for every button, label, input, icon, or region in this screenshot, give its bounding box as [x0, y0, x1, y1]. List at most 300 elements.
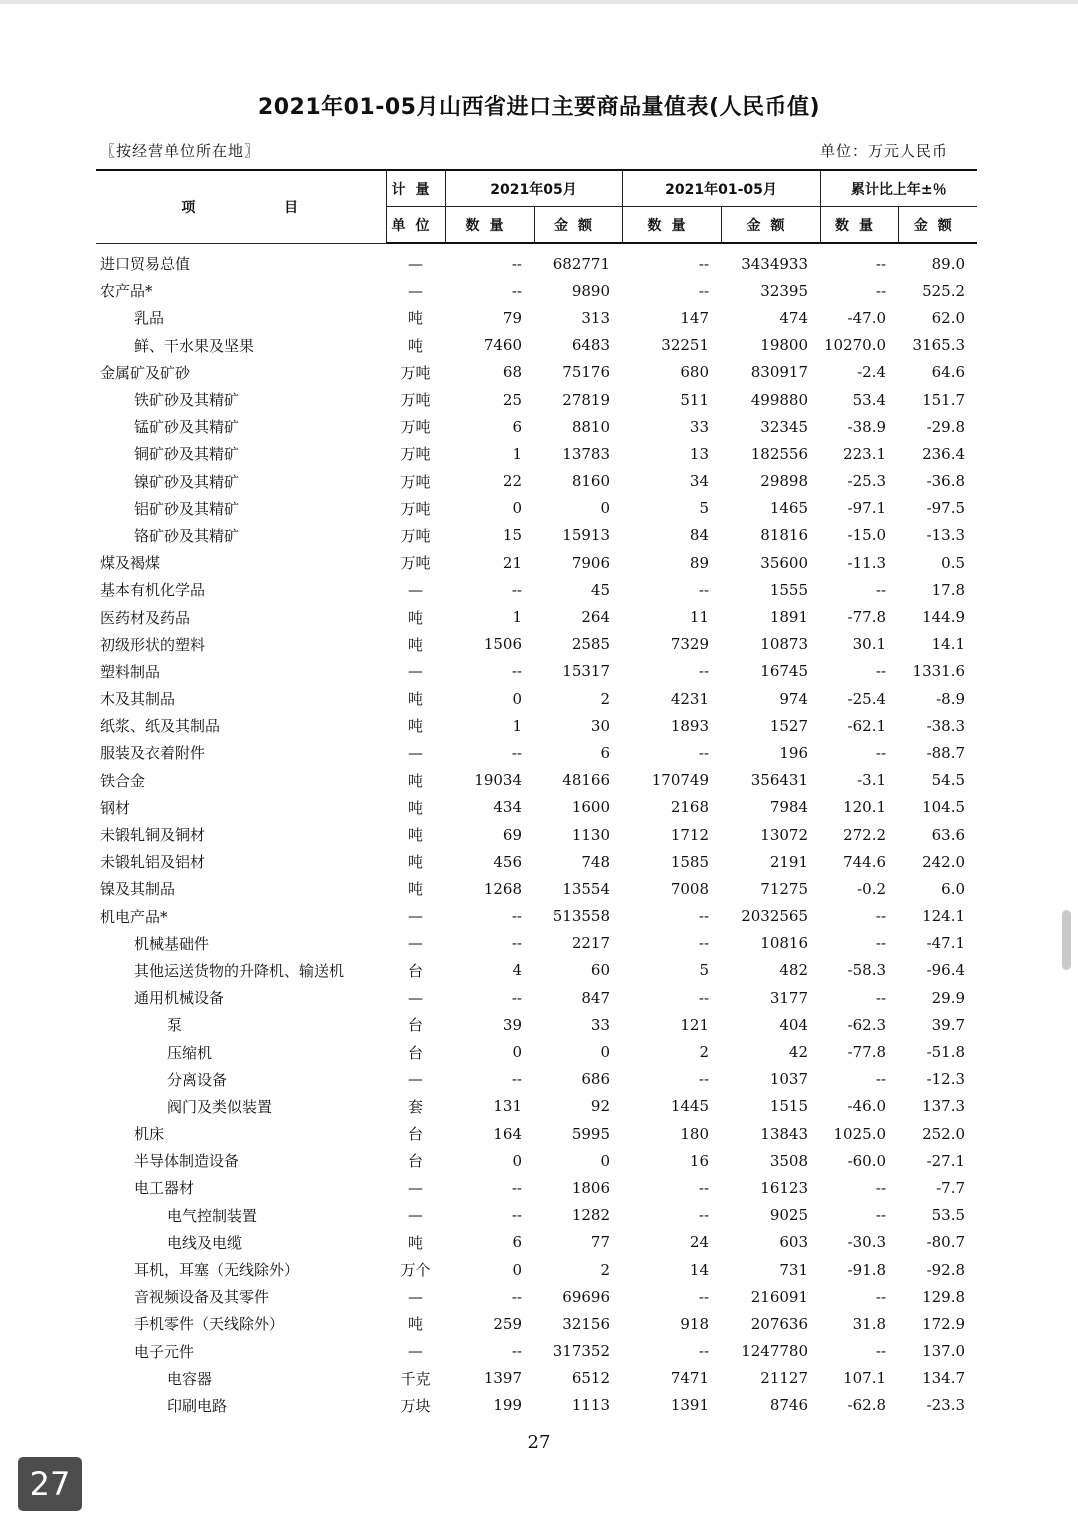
header-qty-cumulative: 数量 [622, 207, 721, 244]
value-cell-q1: 456 [493, 852, 522, 871]
unit-cell: — [408, 1070, 423, 1089]
unit-cell: 吨 [407, 608, 423, 627]
unit-cell: — [408, 1178, 423, 1197]
scrollbar-thumb[interactable] [1062, 910, 1071, 970]
value-cell-a3: 54.5 [931, 771, 966, 790]
item-name: 进口贸易总值 [100, 254, 191, 273]
item-name: 鲜、干水果及坚果 [134, 336, 255, 355]
value-cell-a1: 8810 [571, 417, 611, 436]
value-cell-a2: 2032565 [741, 907, 809, 926]
value-cell-a2: 3508 [769, 1151, 809, 1170]
value-cell-a1: 69696 [562, 1287, 611, 1306]
value-cell-q3: 272.2 [843, 825, 887, 844]
value-cell-a1: 2 [600, 1260, 611, 1279]
value-cell-a3: 129.8 [922, 1287, 966, 1306]
item-name: 金属矿及矿砂 [100, 363, 191, 382]
unit-cell: 套 [407, 1097, 423, 1116]
value-cell-a2: 21127 [760, 1369, 809, 1388]
value-cell-q1: 1 [512, 608, 522, 627]
item-name: 塑料制品 [100, 662, 161, 681]
value-cell-a1: 1600 [571, 798, 611, 817]
unit-cell: — [408, 1287, 423, 1306]
value-cell-a3: 525.2 [922, 281, 966, 300]
table-row [96, 821, 977, 848]
value-cell-q3: -0.2 [857, 879, 887, 898]
value-cell-a2: 1465 [769, 499, 809, 518]
unit-cell: 万块 [400, 1396, 431, 1415]
table-row [96, 848, 977, 875]
value-cell-a1: 60 [590, 961, 611, 980]
item-name: 铜矿砂及其精矿 [134, 445, 240, 464]
value-cell-q3: -77.8 [847, 608, 887, 627]
value-cell-a3: 124.1 [922, 907, 966, 926]
value-cell-a2: 32345 [760, 417, 809, 436]
item-name: 电子元件 [134, 1342, 195, 1361]
value-cell-a3: -92.8 [926, 1260, 966, 1279]
table-row [96, 1174, 977, 1201]
value-cell-q3: -- [875, 1287, 887, 1306]
item-name: 锰矿砂及其精矿 [134, 418, 240, 437]
value-cell-q2: -- [698, 1070, 710, 1089]
unit-cell: 万吨 [400, 391, 431, 410]
item-name: 乳品 [134, 309, 165, 328]
item-name: 耳机，耳塞（无线除外） [134, 1261, 300, 1280]
value-cell-q2: 918 [680, 1314, 710, 1333]
table-row [96, 359, 977, 386]
unit-cell: 吨 [407, 635, 423, 654]
value-cell-a2: 42 [788, 1043, 809, 1062]
value-cell-a3: 64.6 [931, 363, 966, 382]
value-cell-a1: 6483 [571, 336, 611, 355]
header-qty-yoy: 数量 [820, 207, 898, 244]
unit-cell: 吨 [407, 336, 423, 355]
value-cell-q1: 1 [512, 716, 522, 735]
value-cell-q1: -- [511, 1342, 522, 1361]
value-cell-a3: -12.3 [926, 1070, 966, 1089]
value-cell-a1: 748 [581, 852, 611, 871]
page-indicator-badge: 27 [18, 1457, 82, 1511]
value-cell-a3: -88.7 [926, 743, 966, 762]
value-cell-q3: -- [875, 1070, 887, 1089]
value-cell-q2: -- [698, 1206, 710, 1225]
header-amt-month: 金额 [534, 207, 622, 244]
value-cell-q2: -- [698, 254, 710, 273]
header-period-month: 2021年05月 [445, 170, 622, 207]
value-cell-a1: 15317 [562, 662, 611, 681]
item-name: 服装及衣着附件 [100, 744, 206, 763]
unit-cell: — [408, 988, 423, 1007]
value-cell-q1: 69 [502, 825, 522, 844]
value-cell-a1: 5995 [571, 1124, 611, 1143]
value-cell-a3: 242.0 [922, 852, 966, 871]
value-cell-a1: 847 [581, 988, 611, 1007]
item-name: 农产品* [100, 282, 153, 301]
value-cell-a2: 482 [779, 961, 809, 980]
table-row [96, 1011, 977, 1038]
value-cell-q3: -- [875, 907, 887, 926]
value-cell-a3: -29.8 [926, 417, 966, 436]
value-cell-a3: 39.7 [931, 1015, 966, 1034]
value-cell-q1: 0 [512, 689, 522, 708]
value-cell-q1: 1268 [483, 879, 522, 898]
unit-cell: 万吨 [400, 363, 431, 382]
value-cell-a3: -13.3 [926, 526, 966, 545]
value-cell-q3: 10270.0 [823, 336, 887, 355]
value-cell-q3: 31.8 [852, 1314, 887, 1333]
value-cell-q3: -2.4 [857, 363, 887, 382]
value-cell-a3: 14.1 [931, 635, 966, 654]
table-row [96, 440, 977, 467]
value-cell-a2: 3434933 [741, 254, 809, 273]
table-row [96, 1338, 977, 1365]
table-row [96, 1256, 977, 1283]
value-cell-q3: 120.1 [843, 798, 887, 817]
value-cell-a2: 13072 [760, 825, 809, 844]
unit-cell: 千克 [400, 1369, 431, 1388]
unit-cell: 台 [407, 961, 423, 980]
unit-cell: 万吨 [400, 418, 431, 437]
value-cell-a3: 3165.3 [912, 336, 966, 355]
value-cell-q2: 2 [699, 1043, 710, 1062]
import-commodities-table [96, 169, 977, 1419]
value-cell-a2: 16123 [760, 1178, 809, 1197]
item-name: 煤及褐煤 [100, 554, 161, 573]
value-cell-a1: 6 [600, 743, 611, 762]
unit-cell: 万吨 [400, 554, 431, 573]
value-cell-q1: 4 [512, 961, 522, 980]
item-name: 铁矿砂及其精矿 [134, 391, 240, 410]
value-cell-q3: -- [875, 1178, 887, 1197]
item-name: 镍矿砂及其精矿 [134, 472, 240, 491]
value-cell-a3: 1331.6 [912, 662, 966, 681]
header-unit-bottom: 单位 [386, 207, 445, 244]
value-cell-q2: 5 [699, 961, 710, 980]
value-cell-a1: 32156 [562, 1314, 611, 1333]
value-cell-q1: -- [511, 580, 522, 599]
item-name: 半导体制造设备 [134, 1152, 240, 1171]
value-cell-q2: 7329 [670, 635, 710, 654]
value-cell-q2: -- [698, 281, 710, 300]
value-cell-q3: -- [875, 934, 887, 953]
value-cell-a2: 474 [779, 308, 809, 327]
unit-cell: 万吨 [400, 499, 431, 518]
value-cell-a2: 499880 [750, 390, 809, 409]
value-cell-q2: -- [698, 662, 710, 681]
value-cell-q1: -- [511, 1206, 522, 1225]
item-name: 木及其制品 [100, 690, 176, 709]
value-cell-q2: 121 [680, 1015, 710, 1034]
item-name: 基本有机化学品 [100, 581, 206, 600]
item-name: 通用机械设备 [134, 989, 225, 1008]
value-cell-q3: -47.0 [847, 308, 887, 327]
page-title: 2021年01-05月山西省进口主要商品量值表(人民币值) [257, 95, 821, 120]
value-cell-a3: -97.5 [926, 499, 966, 518]
value-cell-a1: 75176 [562, 363, 611, 382]
item-name: 其他运送货物的升降机、输送机 [134, 961, 345, 980]
value-cell-q3: -30.3 [847, 1233, 887, 1252]
unit-cell: 吨 [407, 309, 423, 328]
value-cell-a2: 2191 [769, 852, 809, 871]
table-row [96, 549, 977, 576]
table-row [96, 875, 977, 902]
table-row [96, 794, 977, 821]
value-cell-q2: 14 [689, 1260, 710, 1279]
value-cell-q2: 11 [689, 608, 710, 627]
value-cell-q3: -25.3 [847, 472, 887, 491]
value-cell-a1: 1130 [571, 825, 611, 844]
value-cell-a3: 137.0 [922, 1342, 966, 1361]
unit-cell: 吨 [407, 1233, 423, 1252]
table-row [96, 1229, 977, 1256]
value-cell-a2: 29898 [760, 472, 809, 491]
value-cell-q3: -- [875, 1342, 887, 1361]
item-name: 音视频设备及其零件 [134, 1288, 270, 1307]
value-cell-q1: 131 [493, 1097, 522, 1116]
value-cell-q1: 21 [502, 553, 522, 572]
unit-cell: 吨 [407, 798, 423, 817]
item-name: 医药材及药品 [100, 608, 191, 627]
unit-cell: 台 [407, 1043, 423, 1062]
item-name: 初级形状的塑料 [100, 635, 206, 654]
value-cell-q1: 19034 [474, 771, 522, 790]
value-cell-q1: 15 [502, 526, 522, 545]
table-row [96, 767, 977, 794]
value-cell-a3: 53.5 [931, 1206, 966, 1225]
value-cell-q1: -- [511, 281, 522, 300]
value-cell-a1: 92 [590, 1097, 611, 1116]
value-cell-q1: 164 [493, 1124, 522, 1143]
item-name: 机械基础件 [134, 934, 210, 953]
value-cell-q1: 1 [512, 444, 522, 463]
value-cell-q2: 180 [680, 1124, 710, 1143]
table-row [96, 332, 977, 359]
value-cell-q2: -- [698, 934, 710, 953]
value-cell-a1: 2217 [571, 934, 611, 953]
unit-cell: — [408, 743, 423, 762]
value-cell-q2: -- [698, 988, 710, 1007]
value-cell-a1: 9890 [571, 281, 611, 300]
item-name: 钢材 [100, 798, 131, 817]
value-cell-a1: 13554 [562, 879, 611, 898]
unit-cell: — [408, 934, 423, 953]
item-name: 阀门及类似装置 [167, 1097, 273, 1116]
table-row [96, 1147, 977, 1174]
value-cell-q1: -- [511, 1178, 522, 1197]
item-name: 铬矿砂及其精矿 [134, 526, 240, 545]
value-cell-a1: 7906 [571, 553, 611, 572]
unit-cell: 吨 [407, 826, 423, 845]
value-cell-a2: 356431 [750, 771, 809, 790]
value-cell-q2: 32251 [661, 336, 710, 355]
item-name: 机电产品* [100, 907, 168, 926]
value-cell-a2: 19800 [760, 336, 809, 355]
unit-cell: 吨 [407, 1315, 423, 1334]
item-name: 分离设备 [167, 1070, 228, 1089]
table-row [96, 1093, 977, 1120]
unit-cell: 台 [407, 1016, 423, 1035]
value-cell-a2: 196 [779, 743, 809, 762]
value-cell-q3: -58.3 [847, 961, 887, 980]
value-cell-q1: 0 [512, 1043, 522, 1062]
table-row [96, 1202, 977, 1229]
value-cell-q1: -- [511, 934, 522, 953]
item-name: 电工器材 [134, 1179, 195, 1198]
unit-cell: 台 [407, 1125, 423, 1144]
unit-cell: — [408, 907, 423, 926]
value-cell-a1: 6512 [571, 1369, 611, 1388]
value-cell-a2: 830917 [750, 363, 809, 382]
value-cell-a1: 513558 [552, 907, 611, 926]
value-cell-q1: -- [511, 254, 522, 273]
value-cell-a3: -7.7 [936, 1178, 966, 1197]
table-row [96, 413, 977, 440]
value-cell-q3: 1025.0 [833, 1124, 887, 1143]
value-cell-a1: 313 [581, 308, 611, 327]
value-cell-q3: 53.4 [852, 390, 887, 409]
value-cell-a3: -27.1 [926, 1151, 966, 1170]
value-cell-a1: 264 [581, 608, 611, 627]
value-cell-q3: 223.1 [843, 444, 887, 463]
value-cell-q1: -- [511, 743, 522, 762]
value-cell-a1: 13783 [562, 444, 611, 463]
table-row [96, 739, 977, 766]
value-cell-q1: -- [511, 1070, 522, 1089]
value-cell-a1: 33 [590, 1015, 611, 1034]
value-cell-q2: 1712 [670, 825, 710, 844]
item-name: 铝矿砂及其精矿 [134, 499, 240, 518]
value-cell-q3: -62.3 [847, 1015, 887, 1034]
value-cell-q3: -91.8 [847, 1260, 887, 1279]
scope-note: 〖按经营单位所在地〗 [100, 142, 261, 160]
value-cell-q1: 0 [512, 1151, 522, 1170]
value-cell-q1: 1506 [483, 635, 522, 654]
value-cell-q1: 79 [502, 308, 522, 327]
page-number: 27 [527, 1432, 551, 1453]
table-row [96, 1283, 977, 1310]
value-cell-q1: 0 [512, 499, 522, 518]
value-cell-q2: 16 [689, 1151, 710, 1170]
value-cell-a3: 6.0 [941, 879, 966, 898]
value-cell-q2: 7471 [670, 1369, 710, 1388]
value-cell-a2: 16745 [760, 662, 809, 681]
value-cell-a2: 32395 [760, 281, 809, 300]
header-amt-cumulative: 金额 [721, 207, 820, 244]
value-cell-q2: -- [698, 1342, 710, 1361]
value-cell-a2: 35600 [760, 553, 809, 572]
value-cell-a1: 30 [590, 716, 611, 735]
value-cell-a1: 27819 [562, 390, 611, 409]
value-cell-a1: 15913 [562, 526, 611, 545]
value-cell-a2: 9025 [769, 1206, 809, 1225]
value-cell-a2: 603 [779, 1233, 809, 1252]
value-cell-a3: 252.0 [922, 1124, 966, 1143]
unit-cell: — [408, 1206, 423, 1225]
value-cell-a2: 1037 [769, 1070, 809, 1089]
value-cell-q3: -- [875, 988, 887, 1007]
value-cell-a2: 182556 [750, 444, 809, 463]
value-cell-q2: 33 [689, 417, 710, 436]
value-cell-q3: -46.0 [847, 1097, 887, 1116]
table-row [96, 957, 977, 984]
table-row [96, 903, 977, 930]
value-cell-q1: 7460 [483, 336, 522, 355]
item-name: 压缩机 [167, 1043, 213, 1062]
value-cell-a2: 8746 [769, 1396, 809, 1415]
value-cell-a2: 974 [779, 689, 809, 708]
value-cell-a1: 0 [600, 1151, 611, 1170]
value-cell-a3: 63.6 [931, 825, 966, 844]
value-cell-q2: -- [698, 743, 710, 762]
value-cell-a2: 10816 [760, 934, 809, 953]
value-cell-a1: 45 [590, 580, 611, 599]
value-cell-a2: 404 [779, 1015, 809, 1034]
unit-cell: 万吨 [400, 526, 431, 545]
unit-cell: — [408, 254, 423, 273]
value-cell-a2: 1515 [769, 1097, 809, 1116]
value-cell-q2: 4231 [670, 689, 710, 708]
value-cell-q3: -11.3 [847, 553, 887, 572]
value-cell-a1: 1282 [571, 1206, 611, 1225]
value-cell-a3: -80.7 [926, 1233, 966, 1252]
value-cell-q3: 30.1 [852, 635, 887, 654]
value-cell-a3: 89.0 [931, 254, 966, 273]
value-cell-a3: -51.8 [926, 1043, 966, 1062]
value-cell-a1: 1806 [571, 1178, 611, 1197]
value-cell-a3: -23.3 [926, 1396, 966, 1415]
item-name: 机床 [134, 1125, 165, 1144]
table-body [96, 243, 977, 1419]
value-cell-q1: 199 [493, 1396, 522, 1415]
value-cell-q3: -- [875, 254, 887, 273]
value-cell-q3: -- [875, 743, 887, 762]
value-cell-a3: -36.8 [926, 472, 966, 491]
table-row [96, 603, 977, 630]
table-row [96, 576, 977, 603]
item-name: 未锻轧铝及铝材 [100, 853, 206, 872]
value-cell-a2: 1891 [769, 608, 809, 627]
value-cell-a1: 682771 [552, 254, 611, 273]
value-cell-q2: 170749 [651, 771, 710, 790]
table-row [96, 522, 977, 549]
value-cell-a3: 236.4 [922, 444, 966, 463]
unit-cell: — [408, 281, 423, 300]
value-cell-a3: 151.7 [922, 390, 966, 409]
unit-cell: 吨 [407, 717, 423, 736]
value-cell-a1: 1113 [571, 1396, 611, 1415]
value-cell-q1: 259 [493, 1314, 522, 1333]
table-row [96, 658, 977, 685]
item-name: 手机零件（天线除外） [134, 1315, 285, 1334]
value-cell-q2: -- [698, 1287, 710, 1306]
value-cell-q3: -25.4 [847, 689, 887, 708]
value-cell-a1: 77 [590, 1233, 611, 1252]
header-item: 项 目 [96, 170, 386, 243]
unit-cell: — [408, 1342, 423, 1361]
unit-cell: 万吨 [400, 445, 431, 464]
value-cell-q1: -- [511, 1287, 522, 1306]
value-cell-q3: -- [875, 580, 887, 599]
unit-cell: 吨 [407, 690, 423, 709]
value-cell-q1: 6 [512, 417, 522, 436]
value-cell-q2: 34 [689, 472, 710, 491]
value-cell-a3: 172.9 [922, 1314, 966, 1333]
value-cell-a1: 48166 [562, 771, 611, 790]
top-edge-bar [0, 0, 1078, 4]
table-row [96, 984, 977, 1011]
table-row [96, 277, 977, 304]
value-cell-a2: 207636 [750, 1314, 809, 1333]
value-cell-q1: -- [511, 988, 522, 1007]
